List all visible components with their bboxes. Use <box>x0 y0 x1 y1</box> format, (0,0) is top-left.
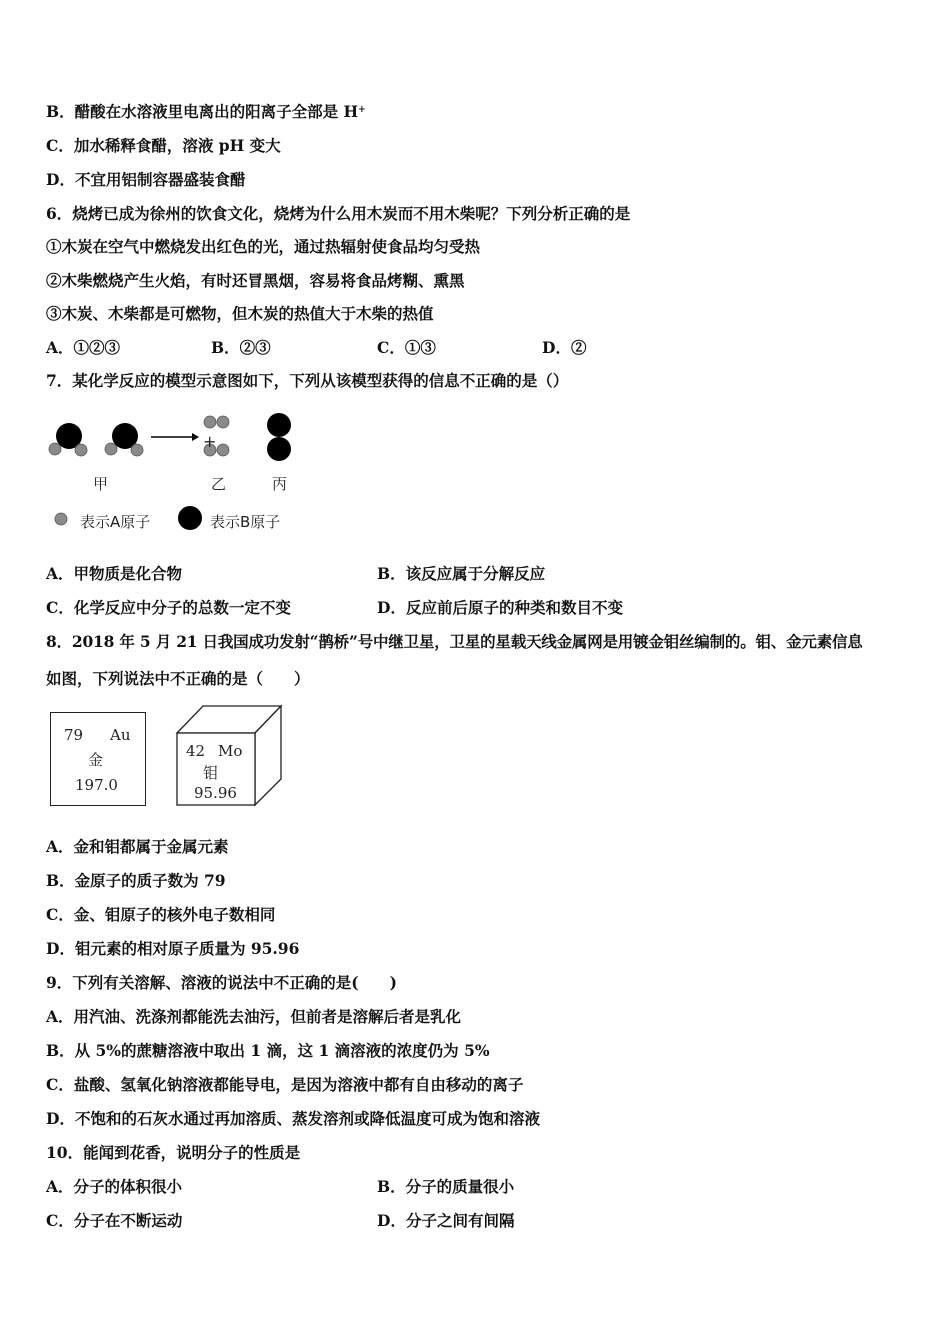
q6-option-a: A．①②③ <box>46 338 121 357</box>
q6-option-b: B．②③ <box>211 338 271 357</box>
au-atomic-number: 79 <box>64 726 84 744</box>
mo-atomic-number: 42 <box>186 742 206 760</box>
q8-option-d: D．钼元素的相对原子质量为 95.96 <box>46 939 300 958</box>
q9-stem: 9．下列有关溶解、溶液的说法中不正确的是( ) <box>46 973 397 992</box>
mo-symbol: Mo <box>218 742 243 760</box>
au-name: 金 <box>88 751 104 769</box>
q8-option-a: A．金和钼都属于金属元素 <box>46 837 229 856</box>
legend-b-text: 表示B原子 <box>210 513 281 531</box>
au-atomic-mass: 197.0 <box>75 776 118 794</box>
q10-option-a: A．分子的体积很小 <box>46 1177 183 1196</box>
q7-option-b: B．该反应属于分解反应 <box>377 564 546 583</box>
q10-option-b: B．分子的质量很小 <box>377 1177 515 1196</box>
label-jia: 甲 <box>93 475 109 493</box>
label-bing: 丙 <box>272 475 288 493</box>
q9-option-c: C．盐酸、氢氧化钠溶液都能导电，是因为溶液中都有自由移动的离子 <box>46 1075 524 1094</box>
molecule-jia-2 <box>105 423 143 456</box>
q10-stem: 10．能闻到花香，说明分子的性质是 <box>46 1143 301 1162</box>
q6-option-d: D．② <box>542 338 587 357</box>
mo-name: 钼 <box>203 764 219 782</box>
legend-atom-a-icon <box>55 513 67 525</box>
q9-option-b: B．从 5%的蔗糖溶液中取出 1 滴，这 1 滴溶液的浓度仍为 5% <box>46 1041 490 1060</box>
q6-stem: 6．烧烤已成为徐州的饮食文化，烧烤为什么用木炭而不用木柴呢？下列分析正确的是 <box>46 204 631 223</box>
q8-option-c: C．金、钼原子的核外电子数相同 <box>46 905 276 924</box>
au-symbol: Au <box>110 726 131 744</box>
q6-statement-3: ③木炭、木柴都是可燃物，但木炭的热值大于木柴的热值 <box>46 304 434 323</box>
legend-a-text: 表示A原子 <box>80 513 151 531</box>
q8-stem-line1: 8．2018 年 5 月 21 日我国成功发射“鹊桥”号中继卫星，卫星的星载天线金属网是用镀金钼丝编制的。钼、金元素信息 <box>46 632 863 651</box>
q9-option-d: D．不饱和的石灰水通过再加溶质、蒸发溶剂或降低温度可成为饱和溶液 <box>46 1109 540 1128</box>
q5-option-b: B．醋酸在水溶液里电离出的阳离子全部是 H+ <box>46 102 366 121</box>
q6-statement-2: ②木柴燃烧产生火焰，有时还冒黑烟，容易将食品烤糊、熏黑 <box>46 271 465 290</box>
q7-option-c: C．化学反应中分子的总数一定不变 <box>46 598 291 617</box>
molecule-jia-1 <box>49 423 87 456</box>
q7-stem: 7．某化学反应的模型示意图如下，下列从该模型获得的信息不正确的是（） <box>46 371 569 390</box>
q10-option-d: D．分子之间有间隔 <box>377 1211 515 1230</box>
q7-option-a: A．甲物质是化合物 <box>46 564 183 583</box>
q7-option-d: D．反应前后原子的种类和数目不变 <box>377 598 623 617</box>
q9-option-a: A．用汽油、洗涤剂都能洗去油污，但前者是溶解后者是乳化 <box>46 1007 462 1026</box>
reaction-arrow <box>151 433 199 441</box>
q10-option-c: C．分子在不断运动 <box>46 1211 183 1230</box>
q8-stem-line2: 如图，下列说法中不正确的是（ ） <box>46 669 310 688</box>
mo-atomic-mass: 95.96 <box>194 784 237 802</box>
q6-option-c: C．①③ <box>377 338 436 357</box>
q5-option-c: C．加水稀释食醋，溶液 pH 变大 <box>46 136 281 155</box>
molecule-bing <box>267 413 291 461</box>
label-yi: 乙 <box>211 475 227 493</box>
q5-option-d: D．不宜用铝制容器盛装食醋 <box>46 170 246 189</box>
plus-sign: + <box>203 432 217 451</box>
q8-option-b: B．金原子的质子数为 79 <box>46 871 226 890</box>
legend-atom-b-icon <box>178 506 202 530</box>
q6-statement-1: ①木炭在空气中燃烧发出红色的光，通过热辐射使食品均匀受热 <box>46 237 481 256</box>
